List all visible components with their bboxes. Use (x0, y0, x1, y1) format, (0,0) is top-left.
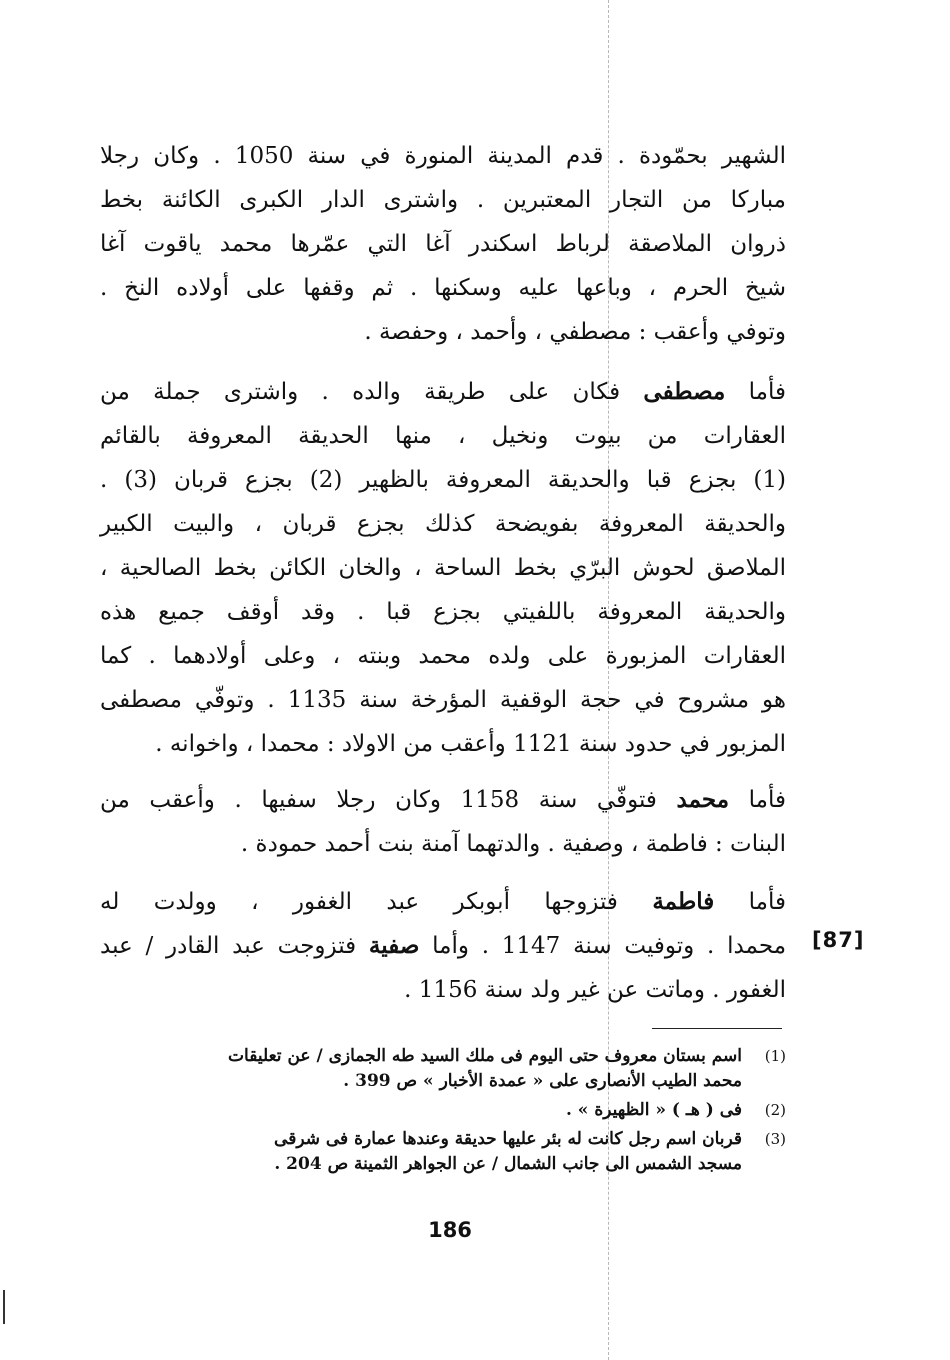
text-line: شيخ الحرم ، وباعها عليه وسكنها . ثم وقفها على أولاده النخ . (100, 275, 786, 301)
emphasized-name: صفية (368, 932, 420, 959)
text-line: الشهير بحمّودة . قدم المدينة المنورة في سنة 1050 . وكان رجلا (100, 143, 786, 169)
text-line: العقارات المزبورة على ولده محمد وبنته ، وعلى أولادهما . كما (100, 643, 786, 669)
paragraph-4 (100, 880, 786, 1012)
footnote-line: فى ( هـ ) « الظهيرة » . (565, 1100, 742, 1120)
text-line: فأما محمد فتوفّي سنة 1158 وكان رجلا سفيها . وأعقب من (100, 786, 786, 813)
text-line: والحديقة المعروفة باللفيتي بجزع قبا . وقد أوقف جميع هذه (100, 599, 786, 625)
paragraph-3 (100, 778, 786, 866)
emphasized-name: مصطفى (643, 378, 726, 405)
footnote-number: (2) (764, 1101, 786, 1119)
text-line: الغفور . وماتت عن غير ولد سنة 1156 . (404, 977, 786, 1003)
footnote-line: محمد الطيب الأنصارى على « عمدة الأخبار » ص 399 . (343, 1071, 742, 1091)
footnote-2 (110, 1098, 786, 1123)
scan-edge-mark (3, 1290, 5, 1324)
footnote-1 (110, 1044, 786, 1094)
text-line: المزبور في حدود سنة 1121 وأعقب من الاولاد : محمدا ، واخوانه . (155, 731, 786, 757)
footnotes (110, 1044, 786, 1181)
text-line: مباركا من التجار المعتبرين . واشترى الدار الكبرى الكائنة بخط (100, 187, 786, 213)
text-line: فأما فاطمة فتزوجها أبوبكر عبد الغفور ، وولدت له (100, 888, 786, 915)
footnote-text (110, 1098, 742, 1123)
footnote-number: (1) (764, 1047, 786, 1065)
text-line: البنات : فاطمة ، وصفية . والدتهما آمنة بنت أحمد حمودة . (240, 831, 786, 857)
paragraph-1 (100, 134, 786, 354)
footnote-3 (110, 1127, 786, 1177)
footnote-line: قربان اسم رجل كانت له بئر عليها حديقة وعندها عمارة فى شرقى (274, 1129, 742, 1149)
footnote-text (110, 1127, 742, 1177)
page-number: 186 (428, 1218, 472, 1242)
text-line: (1) بجزع قبا والحديقة المعروفة بالظهير (2) بجزع قربان (3) . (100, 467, 786, 493)
text-line: والحديقة المعروفة بفويضحة كذلك بجزع قربان ، والبيت الكبير (100, 511, 786, 537)
footnote-number: (3) (764, 1130, 786, 1148)
text-line: محمدا . وتوفيت سنة 1147 . وأما صفية فتزوجت عبد القادر / عبد (100, 932, 787, 959)
footnote-line: مسجد الشمس الى جانب الشمال / عن الجواهر الثمينة ص 204 . (274, 1154, 742, 1174)
paragraph-2 (100, 370, 786, 766)
footnote-separator (652, 1028, 782, 1029)
margin-page-marker: [87] (812, 928, 865, 952)
footnote-text (110, 1044, 742, 1094)
text-line: وتوفي وأعقب : مصطفي ، وأحمد ، وحفصة . (364, 319, 786, 345)
text-line: ذروان الملاصقة لرباط اسكندر آغا التي عمّرها محمد ياقوت آغا (100, 231, 786, 257)
text-line: فأما مصطفى فكان على طريقة والده . واشترى جملة من (100, 378, 786, 405)
text-line: الملاصق لحوش البرّي بخط الساحة ، والخان الكائن بخط الصالحية ، (100, 555, 786, 581)
text-line: العقارات من بيوت ونخيل ، منها الحديقة المعروفة بالقائم (100, 423, 786, 449)
footnote-line: اسم بستان معروف حتى اليوم فى ملك السيد طه الجمازى / عن تعليقات (228, 1046, 742, 1066)
emphasized-name: محمد (676, 786, 730, 813)
text-line: هو مشروح في حجة الوقفية المؤرخة سنة 1135 . وتوفّي مصطفى (100, 687, 786, 713)
emphasized-name: فاطمة (652, 888, 715, 915)
